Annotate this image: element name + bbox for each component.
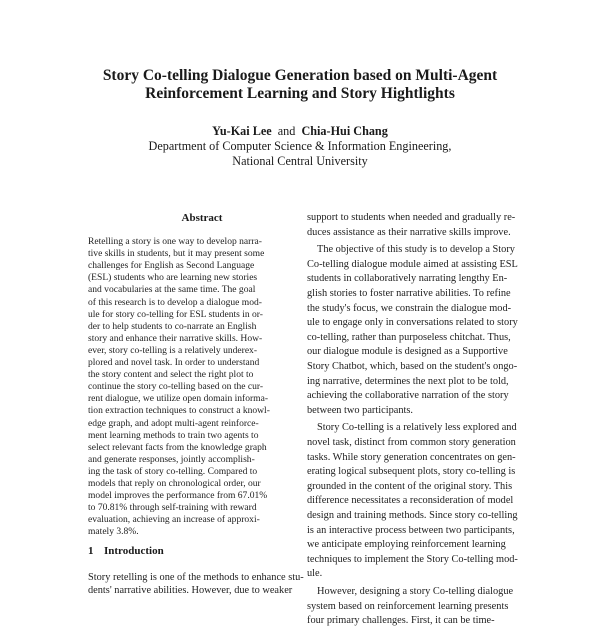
- text-line: co-telling, rather than purposeless chitchat. Thus,: [307, 331, 511, 343]
- text-line: ever, story co-telling is a relatively underex-: [88, 344, 258, 356]
- text-line: mately 3.8%.: [88, 526, 139, 538]
- affiliation-line: National Central University: [232, 154, 368, 168]
- section-heading-introduction: [88, 545, 164, 557]
- text-line: system based on reinforcement learning presents: [307, 600, 509, 612]
- text-line: the story content and select the right plot to: [88, 369, 254, 381]
- text-line: evaluation, achieving an increase of approxi-: [88, 514, 260, 526]
- section-title: Introduction: [104, 545, 164, 557]
- text-line: Retelling a story is one way to develop narra-: [88, 236, 262, 247]
- title-line: Story Co-telling Dialogue Generation based on Multi-Agent: [102, 67, 498, 84]
- text-line: dents' narrative abilities. However, due to weaker: [88, 585, 293, 597]
- author-separator: and: [277, 124, 296, 138]
- text-line: ing narrative, determines the next plot to be told,: [307, 375, 509, 387]
- abstract-heading: Abstract: [181, 212, 223, 224]
- text-line: ment learning methods to train two agents to: [88, 429, 259, 441]
- text-line: tive skills in students, but it may present some: [88, 248, 265, 260]
- text-line: challenges for English as Second Language: [88, 260, 255, 272]
- author-names: [0, 124, 600, 139]
- text-line: glish stories to foster narrative abilities. To refine: [307, 288, 511, 299]
- text-line: support to students when needed and gradually re-: [307, 212, 516, 223]
- text-line: ule to engage only in conversations related to story: [307, 317, 518, 329]
- text-line: plored and novel task. In order to understand: [88, 357, 260, 368]
- text-line: model improves the performance from 67.01%: [88, 490, 268, 502]
- title-line: Reinforcement Learning and Story Hightlights: [145, 85, 455, 102]
- text-line: edge graph, and adopt multi-agent reinforce-: [88, 417, 259, 429]
- text-line: Story retelling is one of the methods to enhance stu-: [88, 572, 304, 583]
- text-line: story and enhance their narrative skills. How-: [88, 332, 263, 344]
- text-line: of this research is to develop a dialogue mod-: [88, 296, 262, 308]
- text-line: The objective of this study is to develop a Story: [317, 244, 515, 256]
- text-line: tion extraction techniques to construct a knowl-: [88, 405, 270, 417]
- affiliation-line: Department of Computer Science & Information Engineering,: [148, 139, 452, 153]
- text-line: der to help students to co-narrate an English: [88, 320, 257, 332]
- text-line: models that reply on chronological order, our: [88, 478, 261, 489]
- text-line: select relevant facts from the knowledge graph: [88, 441, 267, 453]
- text-line: duces assistance as their narrative skills improve.: [307, 226, 511, 238]
- text-line: ule for story co-telling for ESL students in or-: [88, 308, 263, 320]
- text-line: novel task, distinct from common story generation: [307, 437, 516, 448]
- author-name: Yu-Kai Lee: [212, 124, 272, 138]
- text-line: However, designing a story Co-telling dialogue: [317, 586, 514, 597]
- text-line: rent dialogue, we utilize open domain informa-: [88, 393, 269, 405]
- text-line: continue the story co-telling based on the cur-: [88, 381, 264, 393]
- text-line: Story Co-telling is a relatively less explored and: [317, 422, 517, 434]
- text-line: erating logical subsequent plots, story co-telling is: [307, 466, 516, 478]
- section-number: 1: [88, 545, 94, 557]
- text-line: design and training methods. Since story co-telling: [307, 510, 518, 521]
- text-line: Story Chatbot, which, based on the student's ongo-: [307, 361, 518, 372]
- text-line: our dialogue module is designed as a Supportive: [307, 346, 508, 358]
- paper-title: [0, 67, 600, 103]
- text-line: Co-telling dialogue module aimed at assisting ESL: [307, 258, 518, 270]
- text-line: difference necessitates a reconsideration of model: [307, 495, 514, 507]
- text-line: ing the task of story co-telling. Compared to: [88, 465, 258, 477]
- text-line: students in collaboratively narrating lengthy En-: [307, 273, 508, 285]
- text-line: grounded in the content of the original story. This: [307, 480, 513, 492]
- text-line: is an interactive process between two participants,: [307, 524, 515, 536]
- text-line: (ESL) students who are learning new stories: [88, 272, 258, 284]
- text-line: techniques to implement the Story Co-telling mod-: [307, 553, 518, 565]
- text-line: tasks. While story generation concentrates on gen-: [307, 451, 516, 463]
- author-block: [0, 124, 600, 169]
- text-line: between two participants.: [307, 404, 413, 416]
- text-line: and vocabularies at the same time. The goal: [88, 284, 256, 296]
- text-line: we anticipate employing reinforcement learning: [307, 539, 506, 551]
- text-line: ule.: [307, 568, 323, 580]
- text-line: the study's focus, we constrain the dialogue mod-: [307, 302, 512, 314]
- text-line: achieving the collaborative narration of the story: [307, 390, 509, 402]
- author-name: Chia-Hui Chang: [301, 124, 388, 138]
- text-line: to 70.81% through self-training with reward: [88, 502, 257, 514]
- text-line: and generate responses, jointly accomplish-: [88, 453, 255, 465]
- text-line: four primary challenges. First, it can be time-: [307, 615, 495, 627]
